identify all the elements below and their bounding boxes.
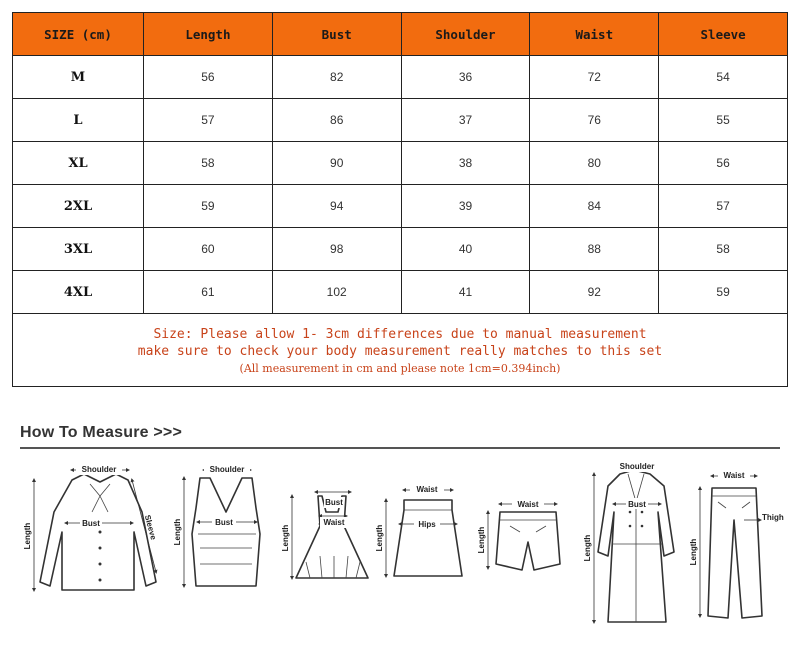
shoulder-cell: 36 [401,56,530,99]
length-label: Length [281,524,290,552]
measurement-note [13,314,788,387]
header-length: Length [144,13,273,56]
waist-cell: 84 [530,185,659,228]
length-label: Length [477,526,486,554]
sleeve-cell: 54 [659,56,788,99]
header-size: SIZE (cm) [13,13,144,56]
table-header-row [13,13,788,56]
size-cell: 2XL [13,185,144,228]
sleeve-cell: 58 [659,228,788,271]
waist-cell: 92 [530,271,659,314]
bust-cell: 82 [272,56,401,99]
header-waist: Waist [530,13,659,56]
size-chart-table [12,12,788,387]
bust-cell: 102 [272,271,401,314]
sleeve-cell: 56 [659,142,788,185]
bust-cell: 86 [272,99,401,142]
thigh-label: Thigh [762,513,784,522]
sleeve-label: Sleeve [142,513,159,541]
waist-label: Waist [723,471,745,480]
size-cell: M [13,56,144,99]
length-cell: 58 [144,142,273,185]
how-to-measure-title: How To Measure >>> [20,424,183,441]
size-cell: 3XL [13,228,144,271]
length-cell: 60 [144,228,273,271]
waist-cell: 76 [530,99,659,142]
size-cell: L [13,99,144,142]
table-row [13,99,788,142]
waist-label: Waist [517,500,539,509]
hips-label: Hips [418,520,436,529]
dress-figure [281,492,368,578]
shirt-figure [23,464,158,590]
length-cell: 59 [144,185,273,228]
sleeve-cell: 59 [659,271,788,314]
sleeve-cell: 57 [659,185,788,228]
tank-top-figure [173,464,260,586]
length-label: Length [23,522,32,550]
table-row [13,271,788,314]
size-cell: XL [13,142,144,185]
sleeve-cell: 55 [659,99,788,142]
how-to-measure-illustrations [0,452,799,651]
note-line-2: make sure to check your body measurement really matches to this set [137,343,663,359]
bust-label: Bust [628,500,646,509]
shorts-figure [477,498,560,570]
bust-cell: 98 [272,228,401,271]
table-row [13,142,788,185]
section-divider [20,447,780,449]
bust-label: Bust [215,518,233,527]
waist-cell: 80 [530,142,659,185]
waist-label: Waist [323,518,345,527]
header-bust: Bust [272,13,401,56]
length-label: Length [689,538,698,566]
waist-label: Waist [416,485,438,494]
waist-cell: 88 [530,228,659,271]
note-line-1: Size: Please allow 1- 3cm differences due to manual measurement [153,326,647,342]
note-row [13,314,788,387]
shoulder-cell: 37 [401,99,530,142]
table-row [13,56,788,99]
length-label: Length [173,518,182,546]
shoulder-label: Shoulder [81,465,117,474]
coat-figure [583,461,674,622]
shoulder-label: Shoulder [619,462,655,471]
shoulder-cell: 38 [401,142,530,185]
header-shoulder: Shoulder [401,13,530,56]
length-label: Length [375,524,384,552]
pants-figure [689,470,784,618]
length-label: Length [583,534,592,562]
shoulder-cell: 39 [401,185,530,228]
bust-cell: 94 [272,185,401,228]
note-line-3: (All measurement in cm and please note 1cm=0.394inch) [239,361,561,375]
bust-cell: 90 [272,142,401,185]
shoulder-cell: 41 [401,271,530,314]
shoulder-cell: 40 [401,228,530,271]
length-cell: 56 [144,56,273,99]
size-cell: 4XL [13,271,144,314]
table-row [13,185,788,228]
waist-cell: 72 [530,56,659,99]
length-cell: 57 [144,99,273,142]
header-sleeve: Sleeve [659,13,788,56]
bust-label: Bust [325,498,343,507]
skirt-figure [375,484,462,576]
shoulder-label: Shoulder [209,465,245,474]
bust-label: Bust [82,519,100,528]
table-row [13,228,788,271]
length-cell: 61 [144,271,273,314]
